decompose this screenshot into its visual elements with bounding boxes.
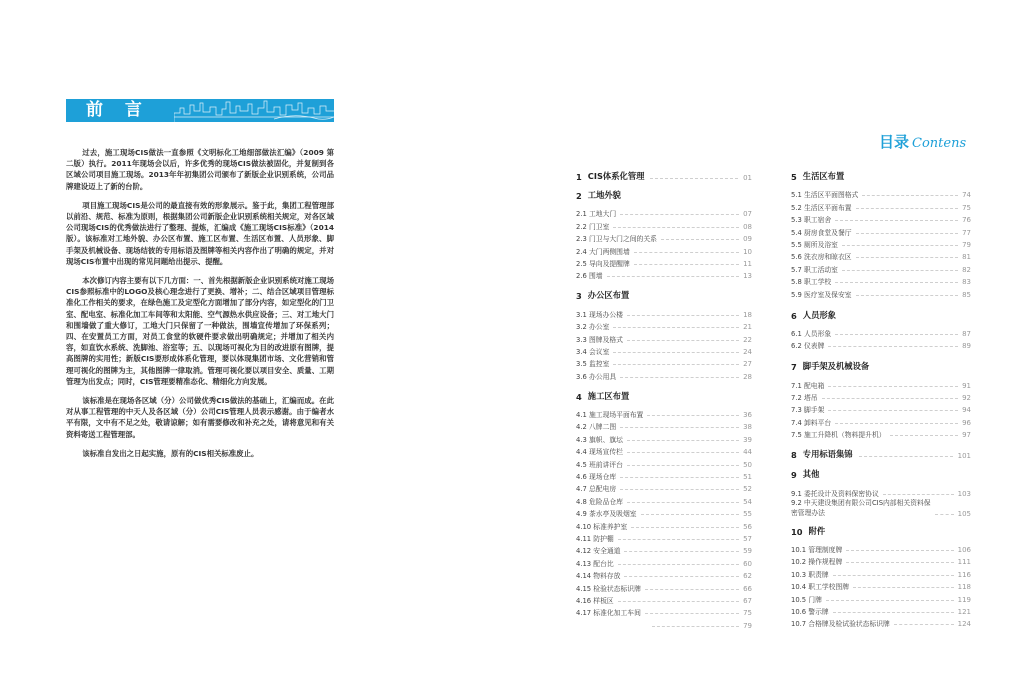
- toc-entry[interactable]: [791, 187, 971, 199]
- toc-entry-page: 118: [957, 583, 971, 592]
- toc-entry-page: 94: [962, 406, 971, 415]
- toc-entry-page: 57: [743, 534, 752, 543]
- toc-entry-page: 67: [743, 596, 752, 605]
- toc-entry-label: 10.4 职工学校图牌: [791, 583, 850, 592]
- toc-section[interactable]: [576, 289, 752, 301]
- toc-entry-page: 24: [743, 347, 752, 356]
- toc-entry[interactable]: [576, 481, 752, 493]
- toc-entry[interactable]: [791, 274, 971, 286]
- toc-entry[interactable]: [576, 243, 752, 255]
- leader-dots: [842, 245, 958, 246]
- toc-entry[interactable]: [576, 356, 752, 368]
- toc-entry[interactable]: [791, 485, 971, 497]
- toc-entry-label: 4.12 安全通道: [576, 547, 621, 556]
- toc-section-title: 其他: [802, 469, 820, 480]
- toc-entry-label: 2.6 围墙: [576, 272, 603, 281]
- toc-entry-label: 5.6 洗衣房和晾衣区: [791, 253, 852, 262]
- leader-dots: [842, 270, 958, 271]
- leader-dots: [618, 601, 739, 602]
- toc-entry-page: 75: [743, 609, 752, 618]
- leader-dots: [856, 295, 959, 296]
- toc-entry-page: 39: [743, 435, 752, 444]
- toc-entry-label: 7.3 脚手架: [791, 406, 825, 415]
- toc-entry[interactable]: [791, 498, 971, 518]
- leader-dots: [835, 220, 958, 221]
- toc-entry-label: 10.5 门牌: [791, 595, 822, 604]
- toc-entry[interactable]: [791, 249, 971, 261]
- leader-dots: [631, 527, 739, 528]
- toc-section[interactable]: [576, 390, 752, 402]
- toc-entry-label: 3.1 现场办公楼: [576, 310, 623, 319]
- toc-entry-page: 75: [962, 203, 971, 212]
- toc-entry[interactable]: [791, 566, 971, 578]
- toc-left-column: [576, 170, 752, 630]
- toc-section[interactable]: [576, 170, 752, 182]
- toc-entry-label: 4.5 班前讲评台: [576, 460, 623, 469]
- toc-entry-page: 89: [962, 342, 971, 351]
- toc-entry-label: 10.7 合格牌及检试验状态标识牌: [791, 620, 890, 629]
- preface-banner: [66, 99, 334, 122]
- toc-section-title: 工地外貌: [587, 190, 621, 200]
- leader-dots: [856, 233, 959, 234]
- preface-paragraph: 该标准自发出之日起实施，原有的CIS相关标准废止。: [82, 448, 259, 458]
- toc-entry-page: 55: [743, 510, 752, 519]
- toc-entry-label: 3.4 会议室: [576, 347, 610, 356]
- toc-entry-label: 7.4 卸料平台: [791, 418, 832, 427]
- toc-entry-label: 5.2 生活区平面布置: [791, 203, 852, 212]
- leader-dots: [634, 264, 739, 265]
- toc-entry[interactable]: [791, 616, 971, 628]
- toc-entry-label: 4.14 物料存放: [576, 572, 621, 581]
- toc-entry[interactable]: [576, 605, 752, 617]
- toc-entry-label: 4.15 检验状态标识牌: [576, 584, 641, 593]
- leader-dots: [627, 440, 739, 441]
- toc-entry-page: 27: [743, 360, 752, 369]
- toc-entry[interactable]: [576, 469, 752, 481]
- toc-entry-page: 52: [743, 485, 752, 494]
- toc-section-number: 7: [791, 362, 797, 373]
- toc-entry-page: 62: [743, 572, 752, 581]
- toc-section[interactable]: [791, 525, 971, 537]
- toc-entry[interactable]: [791, 224, 971, 236]
- toc-section[interactable]: [791, 309, 971, 321]
- toc-entry-page: 50: [743, 460, 752, 469]
- toc-entry-page: 28: [743, 372, 752, 381]
- toc-section[interactable]: [576, 189, 752, 201]
- toc-entry[interactable]: [791, 390, 971, 402]
- toc-entry-page: 92: [962, 394, 971, 403]
- toc-section-number: 9: [791, 470, 797, 481]
- toc-entry[interactable]: [791, 199, 971, 211]
- leader-dots: [856, 208, 959, 209]
- toc-section-number: 3: [576, 291, 582, 302]
- toc-section-page: 01: [743, 174, 752, 182]
- toc-title-cn: 目录: [879, 133, 910, 151]
- toc-section-number: 1: [576, 172, 582, 182]
- toc-entry-page: 106: [957, 546, 971, 555]
- toc-entry-page: 21: [743, 323, 752, 332]
- toc-entry[interactable]: [791, 237, 971, 249]
- toc-entry-label: 3.5 监控室: [576, 360, 610, 369]
- leader-dots: [620, 477, 739, 478]
- toc-section-title: 生活区布置: [802, 171, 845, 181]
- toc-entry-page: 111: [957, 558, 971, 567]
- toc-entry[interactable]: [576, 206, 752, 218]
- toc-entry[interactable]: [576, 256, 752, 268]
- leader-dots: [613, 227, 739, 228]
- preface-paragraph: 该标准是在现场各区域（分）公司做优秀CIS做法的基础上，汇编而成。在此对从事工程管理的中天人及各区域（分）公司CIS管理人员表示感谢。由于编者水平有限，文中有不足之处，敬请谅解；如有需要修改和补充之处，请将意见和有关资料寄送工程管理部。: [66, 396, 334, 439]
- leader-dots: [862, 195, 958, 196]
- toc-entry-page: 77: [962, 228, 971, 237]
- preface-paragraph: 过去，施工现场CIS做法一直参照《文明标化工地细部做法汇编》（2009 第二版）执行。2011年现场会以后，许多优秀的现场CIS做法被固化，并复制到各区域公司项目施工现场。2013年年初集团公司颁布了新版企业识别系统，公司品牌建设迈上了新的台阶。: [66, 148, 334, 191]
- toc-entry-page: 44: [743, 448, 752, 457]
- toc-section-number: 10: [791, 526, 803, 537]
- toc-right-column: [791, 170, 971, 628]
- toc-entry[interactable]: [576, 319, 752, 331]
- toc-entry-page: 81: [962, 253, 971, 262]
- toc-entry-label: 5.9 医疗室及保安室: [791, 290, 852, 299]
- leader-dots: [645, 613, 739, 614]
- toc-entry-page: 36: [743, 411, 752, 420]
- toc-entry-label: 4.2 八牌二图: [576, 423, 617, 432]
- leader-dots: [853, 587, 954, 588]
- leader-dots: [627, 340, 739, 341]
- toc-entry[interactable]: [576, 306, 752, 318]
- leader-dots: [828, 346, 958, 347]
- toc-section-title: CIS体系化管理: [587, 171, 645, 181]
- toc-entry-page: 116: [957, 570, 971, 579]
- toc-entry[interactable]: [576, 419, 752, 431]
- toc-entry[interactable]: [791, 554, 971, 566]
- toc-entry-page: 79: [743, 621, 752, 630]
- toc-entry[interactable]: [791, 542, 971, 554]
- toc-entry[interactable]: [791, 427, 971, 439]
- toc-entry-page: 10: [743, 247, 752, 256]
- toc-entry-label: 4.7 总配电房: [576, 485, 617, 494]
- toc-entry[interactable]: [576, 518, 752, 530]
- toc-entry-label: 4.9 茶水亭及吸烟室: [576, 510, 637, 519]
- toc-entry-label: 7.2 塔吊: [791, 394, 818, 403]
- leader-dots: [620, 427, 739, 428]
- leader-dots: [627, 452, 739, 453]
- toc-entry[interactable]: [576, 593, 752, 605]
- toc-entry[interactable]: [576, 407, 752, 419]
- toc-entry-page: 22: [743, 335, 752, 344]
- toc-entry[interactable]: [576, 617, 752, 629]
- leader-dots: [620, 377, 739, 378]
- toc-entry-page: 96: [962, 418, 971, 427]
- leader-dots: [613, 364, 739, 365]
- toc-entry-page: 124: [957, 620, 971, 629]
- leader-dots: [859, 456, 953, 457]
- toc-entry-page: 51: [743, 473, 752, 482]
- toc-entry[interactable]: [791, 326, 971, 338]
- city-skyline-graphic: [174, 99, 334, 122]
- toc-entry-label: 2.1 工地大门: [576, 210, 617, 219]
- leader-dots: [661, 239, 739, 240]
- toc-entry[interactable]: [576, 368, 752, 380]
- toc-section[interactable]: [791, 170, 971, 182]
- toc-entry-page: 74: [962, 191, 971, 200]
- toc-entry-label: 3.2 办公室: [576, 323, 610, 332]
- preface-body: [66, 147, 334, 467]
- toc-title: [879, 131, 966, 152]
- toc-entry-label: 5.1 生活区平面图格式: [791, 191, 859, 200]
- toc-entry-page: 60: [743, 559, 752, 568]
- toc-section-title: 附件: [808, 525, 826, 536]
- toc-entry[interactable]: [576, 268, 752, 280]
- toc-entry-page: 91: [962, 381, 971, 390]
- toc-entry-label: 10.6 警示牌: [791, 607, 829, 616]
- leader-dots: [627, 465, 739, 466]
- toc-entry-label: 4.16 样板区: [576, 596, 614, 605]
- toc-entry[interactable]: [791, 414, 971, 426]
- toc-entry-label: 2.4 大门两侧围墙: [576, 247, 630, 256]
- toc-section-title: 专用标语集锦: [802, 449, 853, 460]
- toc-entry-label: 5.3 职工宿舍: [791, 216, 832, 225]
- toc-entry[interactable]: [576, 444, 752, 456]
- leader-dots: [828, 410, 958, 411]
- leader-dots: [613, 327, 739, 328]
- toc-entry-page: 11: [743, 259, 752, 268]
- toc-entry[interactable]: [791, 591, 971, 603]
- toc-entry-page: 54: [743, 497, 752, 506]
- toc-section[interactable]: [791, 468, 971, 480]
- toc-entry-label: 10.3 职责牌: [791, 570, 829, 579]
- toc-entry[interactable]: [576, 531, 752, 543]
- preface-paragraph: 项目施工现场CIS是公司的最直接有效的形象展示。鉴于此，集团工程管理部以前沿、规范、标准为原则，根据集团公司新版企业识别系统相关规定，对各区域公司现场CIS的优秀做法进行了整理、提炼，汇编成《施工现场CIS标准》（2014版）。该标准对工地外貌、办公区布置、施工区布置、生活区布置、人员形象、脚手架及机械设备、现场结彼的专用标语及图牌等相关内容作出了明确的规定，并对现场CIS布置中出现的常见问题给出提示、提醒。: [66, 200, 334, 266]
- leader-dots: [835, 423, 958, 424]
- leader-dots: [856, 257, 959, 258]
- toc-entry[interactable]: [791, 212, 971, 224]
- leader-dots: [618, 539, 739, 540]
- leader-dots: [650, 178, 738, 179]
- toc-entry-page: 18: [743, 310, 752, 319]
- toc-entry-label: 2.2 门卫室: [576, 222, 610, 231]
- toc-entry-page: 38: [743, 423, 752, 432]
- toc-entry-label: 4.4 现场宣传栏: [576, 448, 623, 457]
- leader-dots: [627, 315, 739, 316]
- toc-entry-page: 09: [743, 235, 752, 244]
- toc-entry[interactable]: [791, 604, 971, 616]
- toc-entry-page: 87: [962, 329, 971, 338]
- toc-entry-page: 85: [962, 290, 971, 299]
- toc-entry-page: 07: [743, 210, 752, 219]
- toc-section-number: 8: [791, 450, 797, 461]
- toc-entry-label: 2.3 门卫与大门之间的关系: [576, 235, 657, 244]
- toc-section-title: 脚手架及机械设备: [802, 361, 870, 372]
- toc-entry-label: 4.10 标准养护室: [576, 522, 628, 531]
- toc-entry-label: 6.2 仪表牌: [791, 342, 825, 351]
- leader-dots: [647, 415, 739, 416]
- toc-entry-label: 4.11 防护棚: [576, 534, 614, 543]
- leader-dots: [627, 502, 739, 503]
- toc-entry-label: 9.2 中天建设集团有限公司CIS内部相关资料保密管理办法: [791, 498, 931, 517]
- toc-entry[interactable]: [791, 377, 971, 389]
- toc-section-title: 人员形象: [802, 309, 836, 320]
- toc-entry[interactable]: [791, 338, 971, 350]
- toc-entry-label: 5.8 职工学校: [791, 278, 832, 287]
- toc-section-page: 101: [957, 452, 971, 461]
- leader-dots: [613, 352, 739, 353]
- leader-dots: [846, 550, 953, 551]
- toc-entry-label: 5.7 职工活动室: [791, 265, 838, 274]
- leader-dots: [833, 612, 954, 613]
- leader-dots: [641, 514, 740, 515]
- leader-dots: [620, 214, 739, 215]
- leader-dots: [835, 334, 958, 335]
- toc-entry-page: 66: [743, 584, 752, 593]
- toc-entry-label: 4.3 旗帜、旗坛: [576, 435, 623, 444]
- leader-dots: [935, 514, 954, 515]
- leader-dots: [846, 562, 953, 563]
- toc-section-title: 施工区布置: [587, 390, 630, 401]
- leader-dots: [883, 494, 954, 495]
- toc-entry[interactable]: [576, 431, 752, 443]
- toc-entry-page: 82: [962, 265, 971, 274]
- leader-dots: [618, 564, 739, 565]
- toc-entry-label: 4.13 配台比: [576, 559, 614, 568]
- toc-entry-label: 9.1 委托设计及资料保密协议: [791, 489, 879, 498]
- toc-entry-label: 2.5 导向及提醒牌: [576, 259, 630, 268]
- leader-dots: [645, 589, 739, 590]
- toc-entry[interactable]: [791, 286, 971, 298]
- toc-section[interactable]: [791, 360, 971, 372]
- toc-entry-label: 3.6 办公用具: [576, 372, 617, 381]
- toc-section-number: 5: [791, 172, 797, 182]
- leader-dots: [652, 626, 739, 627]
- toc-section-number: 2: [576, 191, 582, 201]
- leader-dots: [634, 252, 739, 253]
- toc-entry[interactable]: [576, 231, 752, 243]
- toc-title-en: Contens: [912, 136, 967, 151]
- toc-entry-page: 59: [743, 547, 752, 556]
- preface-title: 前 言: [86, 100, 150, 120]
- toc-section[interactable]: [791, 448, 971, 460]
- toc-entry-label: 4.17 标准化加工车间: [576, 609, 641, 618]
- toc-entry-page: 103: [957, 489, 971, 498]
- toc-entry-page: 105: [957, 509, 971, 518]
- leader-dots: [607, 276, 740, 277]
- toc-entry[interactable]: [576, 331, 752, 343]
- toc-entry-label: 7.1 配电箱: [791, 381, 825, 390]
- toc-entry-page: 08: [743, 222, 752, 231]
- toc-entry-label: 7.5 施工升降机（物料提升机）: [791, 431, 886, 440]
- leader-dots: [822, 398, 959, 399]
- leader-dots: [833, 575, 954, 576]
- toc-entry-page: 13: [743, 272, 752, 281]
- toc-entry[interactable]: [576, 493, 752, 505]
- toc-entry[interactable]: [576, 506, 752, 518]
- toc-entry-page: 79: [962, 240, 971, 249]
- toc-entry[interactable]: [576, 555, 752, 567]
- toc-entry-label: 4.6 现场仓库: [576, 473, 617, 482]
- toc-entry[interactable]: [791, 579, 971, 591]
- leader-dots: [620, 489, 739, 490]
- toc-entry-page: 76: [962, 216, 971, 225]
- toc-entry-label: 10.2 操作规程牌: [791, 558, 843, 567]
- leader-dots: [624, 576, 739, 577]
- toc-entry-label: 5.4 厨房食堂及餐厅: [791, 228, 852, 237]
- toc-entry[interactable]: [576, 456, 752, 468]
- toc-section-number: 6: [791, 310, 797, 321]
- leader-dots: [624, 551, 739, 552]
- toc-entry-page: 119: [957, 595, 971, 604]
- toc-entry[interactable]: [791, 402, 971, 414]
- toc-entry[interactable]: [576, 218, 752, 230]
- leader-dots: [894, 624, 954, 625]
- toc-entry-label: 3.3 图牌及格式: [576, 335, 623, 344]
- toc-entry[interactable]: [576, 580, 752, 592]
- toc-entry-label: 10.1 管理制度牌: [791, 546, 843, 555]
- toc-section-title: 办公区布置: [587, 290, 630, 301]
- preface-paragraph: 本次修订内容主要有以下几方面：一、首先根据新版企业识别系统对施工现场CIS参照标准中的LOGO及核心理念进行了更换、增补；二、结合区域项目管理标准化工作相关的要求，在绿色施工及定型化方面增加了部分内容，如定型化的门卫室、配电室、标准化加工车间等和太阳能、空气源热水供应设备；三、对工地大门和围墙做了重大修订，工地大门只保留了一种做法，围墙宣传增加了环保系列；四、在安置员工方面，对员工食堂的软硬件要求做出明确规定；并增加了相关内容，如直饮水系统、洗脚池、浴室等；五、以现场可视化为目的改进原有图牌，提高图牌的实用性；新版CIS要形成体系化管理，要以体现集团市场、文化营销和管理可视化的图牌为主，其他图牌一律取消。管理可视化要以项目安全、质量、工期管理为出发点；同时，CIS管理要精准态化、精细化方向发展。: [66, 276, 334, 386]
- toc-entry-label: 4.8 危险品仓库: [576, 497, 623, 506]
- toc-entry-page: 83: [962, 278, 971, 287]
- toc-entry[interactable]: [576, 568, 752, 580]
- toc-entry[interactable]: [576, 543, 752, 555]
- toc-entry[interactable]: [791, 261, 971, 273]
- toc-entry-label: 4.1 施工现场平面布置: [576, 411, 644, 420]
- toc-entry-label: 5.5 厕所及浴室: [791, 240, 838, 249]
- toc-entry-page: 97: [962, 431, 971, 440]
- toc-section-number: 4: [576, 391, 582, 402]
- leader-dots: [890, 435, 959, 436]
- leader-dots: [828, 386, 958, 387]
- leader-dots: [835, 282, 958, 283]
- leader-dots: [826, 600, 954, 601]
- toc-entry[interactable]: [576, 344, 752, 356]
- toc-entry-label: 6.1 人员形象: [791, 329, 832, 338]
- toc-entry-page: 56: [743, 522, 752, 531]
- toc-entry-page: 121: [957, 607, 971, 616]
